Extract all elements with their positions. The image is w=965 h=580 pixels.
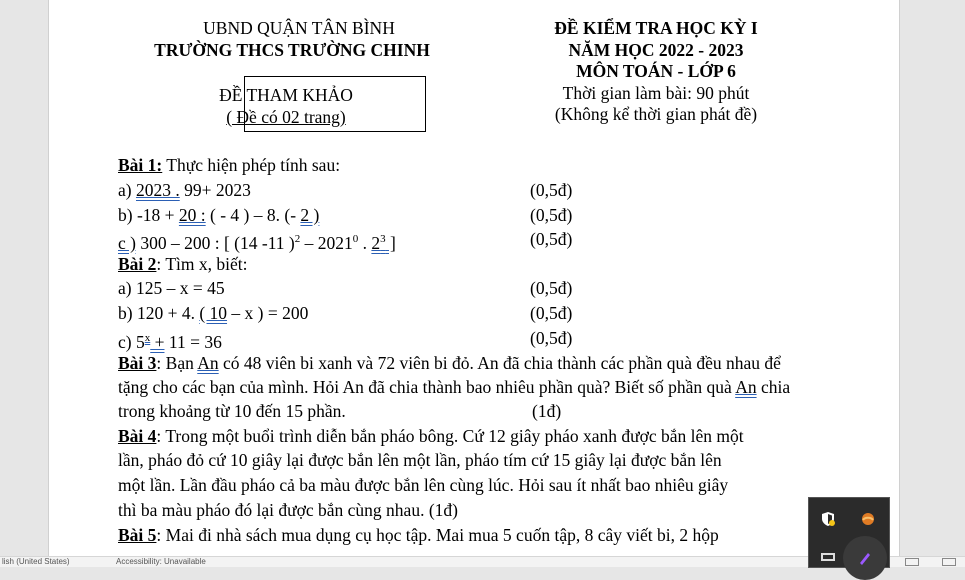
subject-grade: MÔN TOÁN - LỚP 6	[576, 61, 736, 81]
bai5-line1	[118, 524, 719, 546]
bai1-b	[118, 204, 319, 226]
page-count-note: ( Đề có 02 trang)	[226, 107, 346, 127]
bai2-b-flag[interactable]: ( 10	[199, 303, 228, 323]
print-layout-icon[interactable]	[942, 558, 956, 566]
bai2-c-exp[interactable]: x	[144, 332, 151, 344]
cloud-app-icon[interactable]	[859, 510, 877, 528]
bai1-c	[118, 228, 396, 254]
bai1-heading	[118, 154, 340, 176]
bai3-line1	[118, 352, 781, 374]
bai1-title: Bài 1:	[118, 155, 163, 175]
bai2-b-rest: – x ) = 200	[227, 303, 309, 323]
bai3-line1-a: : Bạn	[156, 353, 198, 373]
bai2-c-prefix: c) 5	[118, 331, 145, 352]
bai5-line1-text: : Mai đi nhà sách mua dụng cụ học tập. Mai mua 5 cuốn tập, 8 cây viết bi, 2 hộp	[156, 525, 719, 545]
bai1-text: Thực hiện phép tính sau:	[162, 155, 341, 175]
bai1-b-flag1[interactable]: 20 :	[178, 205, 206, 225]
district-name: UBND QUẬN TÂN BÌNH	[203, 18, 395, 38]
bai1-c-exp2: 0	[352, 233, 359, 245]
bai1-c-mid: 300 – 200 : [ (14 -11 )	[135, 232, 295, 253]
bai3-score: (1đ)	[532, 401, 562, 421]
bai3-line3: trong khoảng từ 10 đến 15 phần.	[118, 401, 346, 421]
bai4-line1	[118, 425, 744, 447]
bai1-b-score: (0,5đ)	[530, 205, 573, 225]
bai3-line1-b: có 48 viên bi xanh và 72 viên bi đỏ. An đã chia thành các phần quà đều nhau để	[218, 353, 781, 373]
bai4-title: Bài 4	[118, 426, 157, 446]
read-mode-icon[interactable]	[905, 558, 919, 566]
bai1-a-prefix: a)	[118, 180, 136, 200]
accessibility-status[interactable]: Accessibility: Unavailable	[116, 557, 206, 566]
bai1-a	[118, 179, 251, 201]
bai2-c-score: (0,5đ)	[530, 328, 573, 348]
bai1-c-exp1: 2	[294, 233, 301, 245]
bai1-c-flag1[interactable]: c )	[118, 232, 136, 253]
bai3-name-flag2[interactable]: An	[735, 377, 757, 397]
system-tray-overflow	[808, 497, 890, 568]
bai3-line2-b: chia	[756, 377, 791, 397]
bai1-a-score: (0,5đ)	[530, 180, 573, 200]
pen-icon[interactable]	[843, 536, 887, 580]
bai3-name-flag[interactable]: An	[197, 353, 219, 373]
exam-title: ĐỀ KIỂM TRA HỌC KỲ I	[554, 18, 758, 38]
bai2-a: a) 125 – x = 45	[118, 278, 225, 298]
bai2-text: : Tìm x, biết:	[156, 254, 248, 274]
time-note: (Không kể thời gian phát đề)	[554, 104, 758, 124]
bai2-c	[118, 327, 222, 353]
bai1-c-base: 2	[371, 232, 381, 253]
bai1-c-flag2[interactable]	[371, 233, 395, 253]
bai4-line2: lần, pháo đỏ cứ 10 giây lại được bắn lên một lần, pháo tím cứ 15 giây lại được bắn lên	[118, 450, 722, 470]
bai2-title: Bài 2	[118, 254, 157, 274]
bai2-b-score: (0,5đ)	[530, 303, 573, 323]
bai1-a-rest: 99+ 2023	[179, 180, 251, 200]
bai4-line3: một lần. Lần đầu pháo cả ba màu được bắn lên cùng lúc. Hỏi sau ít nhất bao nhiêu giây	[118, 475, 729, 495]
bai1-c-mid3: .	[358, 232, 372, 253]
language-indicator[interactable]: lish (United States)	[2, 557, 70, 566]
document-page[interactable]	[48, 0, 900, 556]
bai2-c-rest: 11 = 36	[164, 331, 222, 352]
bai1-c-exp3: 3	[380, 233, 386, 245]
bai1-c-close: ]	[385, 232, 396, 253]
security-shield-icon[interactable]	[819, 510, 837, 528]
school-name: TRƯỜNG THCS TRƯỜNG CHINH	[154, 40, 430, 60]
school-year: NĂM HỌC 2022 - 2023	[568, 40, 744, 60]
bai1-b-mid: ( - 4 ) – 8. (-	[205, 205, 301, 225]
reference-title: ĐỀ THAM KHẢO	[219, 85, 353, 105]
bai3-line2	[118, 376, 790, 398]
bai4-line1-text: : Trong một buổi trình diễn bắn pháo bông. Cứ 12 giây pháo xanh được bắn lên một	[156, 426, 744, 446]
bai3-line2-a: tặng cho các bạn của mình. Hỏi An đã chia thành bao nhiêu phần quà? Biết số phần quà	[118, 377, 736, 397]
bai2-c-flag[interactable]: +	[150, 331, 165, 352]
bai5-title: Bài 5	[118, 525, 157, 545]
bai1-b-prefix: b) -18 +	[118, 205, 179, 225]
bai1-b-flag2[interactable]: 2 )	[300, 205, 320, 225]
bai3-title: Bài 3	[118, 353, 157, 373]
bai2-b	[118, 302, 308, 324]
bai2-b-prefix: b) 120 + 4.	[118, 303, 200, 323]
bai1-c-score: (0,5đ)	[530, 229, 573, 249]
bai1-a-flag[interactable]: 2023 .	[135, 180, 180, 200]
bai4-line4: thì ba màu pháo đó lại được bắn cùng nhau. (1đ)	[118, 500, 458, 520]
bai1-c-mid2: – 2021	[300, 232, 353, 253]
time-limit: Thời gian làm bài: 90 phút	[562, 83, 750, 103]
bai2-heading	[118, 253, 248, 275]
bai2-a-score: (0,5đ)	[530, 278, 573, 298]
device-icon[interactable]	[819, 548, 837, 566]
